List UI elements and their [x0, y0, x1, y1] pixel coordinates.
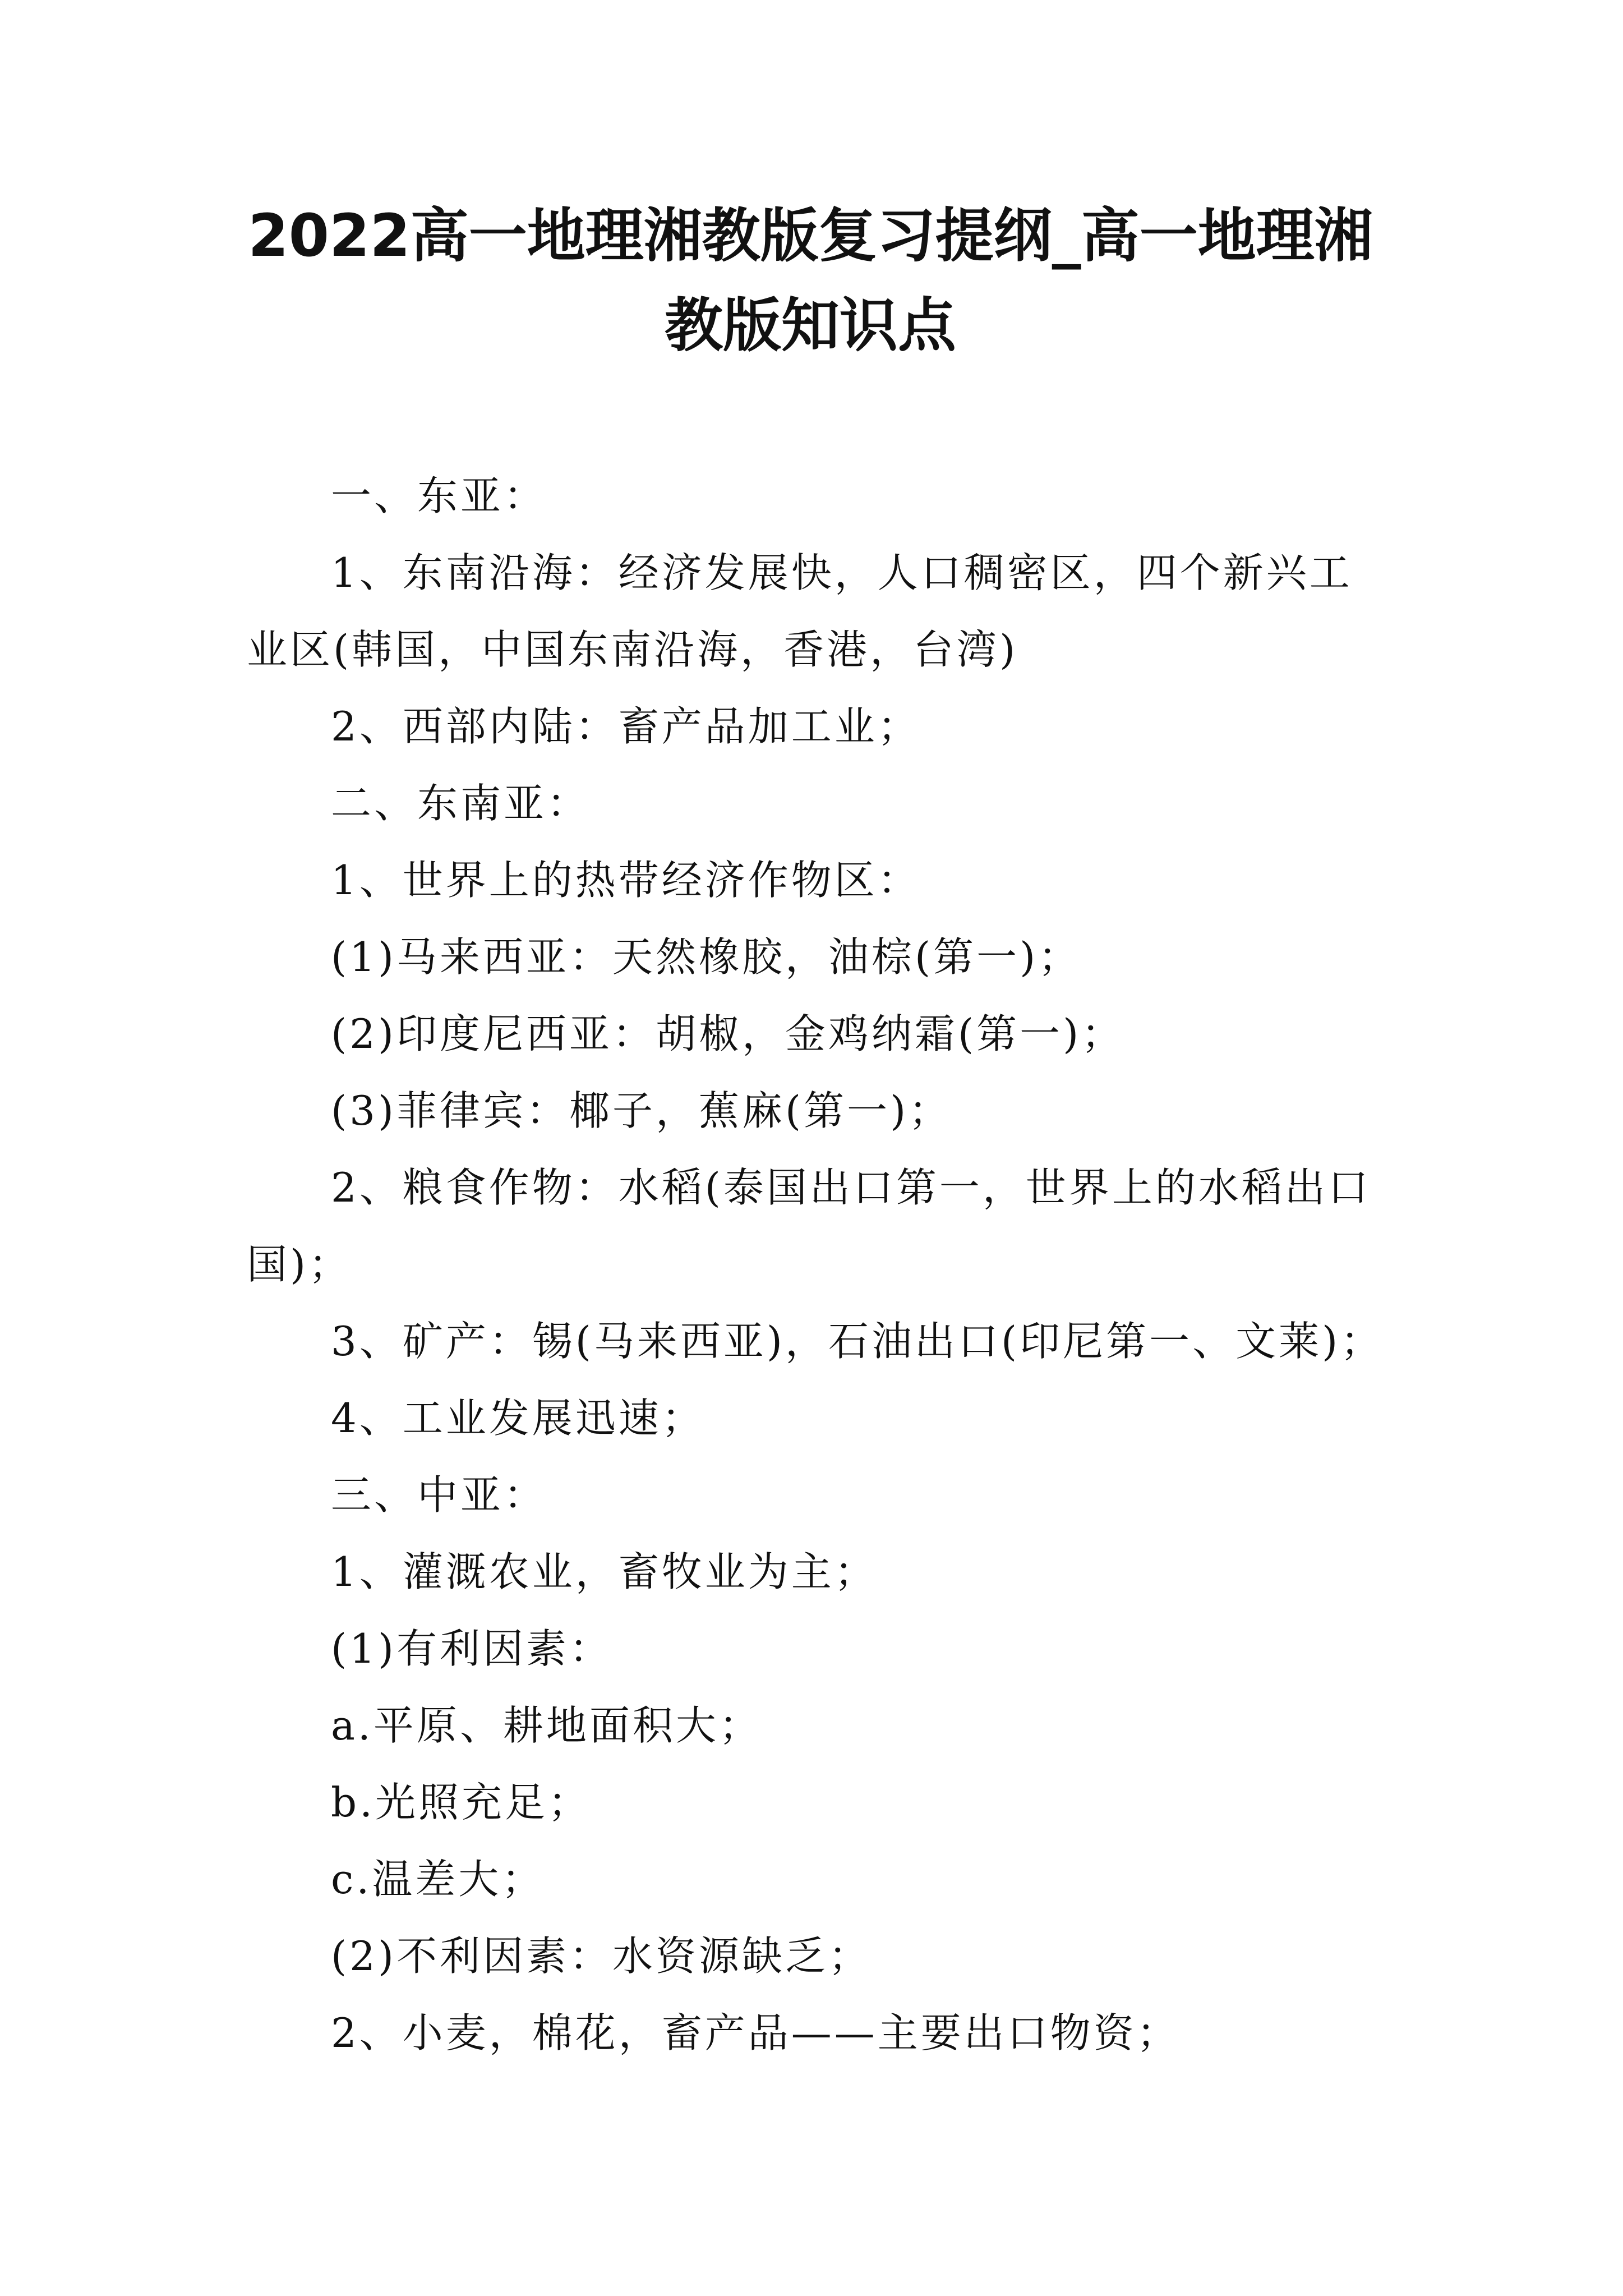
section-heading-southeast-asia: 二、东南亚：	[331, 780, 591, 827]
paragraph: 3、矿产：锡(马来西亚)，石油出口(印尼第一、文莱)；	[331, 1318, 1384, 1365]
section-heading-central-asia: 三、中亚：	[331, 1471, 547, 1519]
paragraph: (2)印度尼西亚：胡椒，金鸡纳霜(第一)；	[331, 1010, 1125, 1057]
paragraph: (3)菲律宾：椰子，蕉麻(第一)；	[331, 1087, 952, 1134]
paragraph: 1、灌溉农业，畜牧业为主；	[331, 1548, 878, 1595]
paragraph: b.光照充足；	[331, 1779, 591, 1826]
document-body	[247, 458, 1391, 2072]
section-heading-east-asia: 一、东亚：	[331, 472, 547, 519]
paragraph: 4、工业发展迅速；	[331, 1395, 705, 1442]
paragraph: 1、世界上的热带经济作物区：	[331, 857, 921, 904]
paragraph: 2、粮食作物：水稻(泰国出口第一，世界上的水稻出口国)；	[247, 1164, 1371, 1288]
paragraph: c.温差大；	[331, 1856, 545, 1903]
paragraph: 2、小麦，棉花，畜产品——主要出口物资；	[331, 2009, 1180, 2056]
paragraph: (2)不利因素：水资源缺乏；	[331, 1932, 872, 1980]
paragraph: a.平原、耕地面积大；	[331, 1702, 762, 1749]
paragraph: (1)马来西亚：天然橡胶，油棕(第一)；	[331, 933, 1082, 981]
document-title: 2022高一地理湘教版复习提纲_高一地理湘教版知识点	[248, 201, 1373, 360]
paragraph: (1)有利因素：	[331, 1625, 612, 1672]
paragraph: 1、东南沿海：经济发展快，人口稠密区，四个新兴工业区(韩国，中国东南沿海，香港，台湾)	[247, 549, 1353, 673]
paragraph: 2、西部内陆：畜产品加工业；	[331, 703, 921, 750]
